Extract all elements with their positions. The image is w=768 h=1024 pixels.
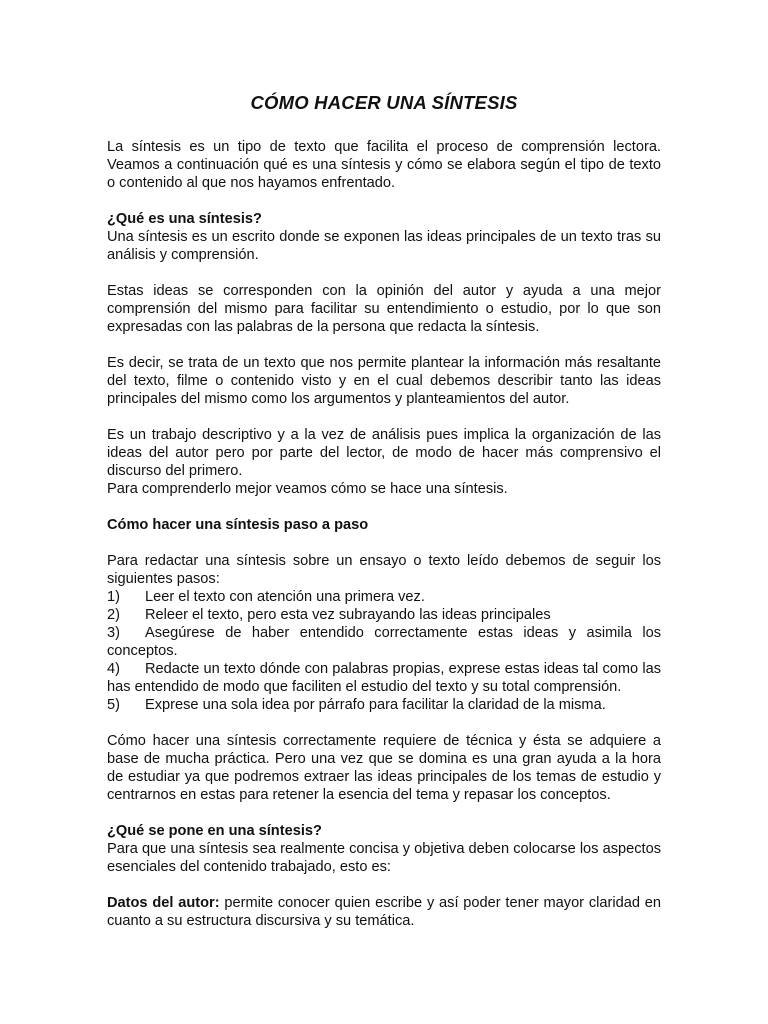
section-heading-step-by-step: Cómo hacer una síntesis paso a paso — [107, 517, 369, 533]
step-item — [107, 696, 661, 714]
step-number: 3) — [107, 625, 120, 641]
paragraph-definition: Una síntesis es un escrito donde se exponen las ideas principales de un texto tras su análisis y comprensión. — [107, 229, 661, 263]
step-number: 4) — [107, 661, 120, 677]
step-text: Asegúrese de haber entendido correctamente estas ideas y asimila los conceptos. — [107, 625, 661, 659]
paragraph-ideas: Estas ideas se corresponden con la opinión del autor y ayuda a una mejor comprensión del mismo para facilitar su entendimiento o estudio, por lo que son expresadas con las palabras de la persona que redacta la síntesis. — [107, 283, 661, 335]
step-item — [107, 588, 661, 606]
step-number: 1) — [107, 589, 120, 605]
document-body — [107, 138, 661, 930]
paragraph-descriptive: Es un trabajo descriptivo y a la vez de análisis pues implica la organización de las ideas del autor pero por parte del lector, de modo de hacer más comprensivo el discurso del primero. — [107, 427, 661, 479]
step-item — [107, 660, 661, 696]
step-number: 5) — [107, 697, 120, 713]
intro-paragraph: La síntesis es un tipo de texto que facilita el proceso de comprensión lectora. Veamos a continuación qué es una síntesis y cómo se elabora según el tipo de texto o contenido al que nos hayamos enfrentado. — [107, 139, 661, 191]
paragraph-lead-in: Para comprenderlo mejor veamos cómo se hace una síntesis. — [107, 481, 508, 497]
section-heading-what-goes: ¿Qué se pone en una síntesis? — [107, 823, 322, 839]
paragraph-practice: Cómo hacer una síntesis correctamente requiere de técnica y ésta se adquiere a base de mucha práctica. Pero una vez que se domina es una gran ayuda a la hora de estudiar ya que podremos extraer las ideas principales de los temas de estudio y centrarnos en estas para retener la esencia del tema y repasar los conceptos. — [107, 733, 661, 803]
step-text: Leer el texto con atención una primera vez. — [145, 589, 425, 605]
step-text: Exprese una sola idea por párrafo para facilitar la claridad de la misma. — [145, 697, 606, 713]
section-heading-what-is: ¿Qué es una síntesis? — [107, 211, 262, 227]
step-item — [107, 624, 661, 660]
author-data-label: Datos del autor: — [107, 895, 220, 911]
document-title: CÓMO HACER UNA SÍNTESIS — [250, 92, 518, 113]
paragraph-es-decir: Es decir, se trata de un texto que nos permite plantear la información más resaltante del texto, filme o contenido visto y en el cual debemos describir tanto las ideas principales del mismo como los argumentos y planteamientos del autor. — [107, 355, 661, 407]
paragraph-steps-intro: Para redactar una síntesis sobre un ensayo o texto leído debemos de seguir los siguientes pasos: — [107, 553, 661, 587]
paragraph-author-data — [107, 894, 661, 930]
step-text: Redacte un texto dónde con palabras propias, exprese estas ideas tal como las has entendido de modo que faciliten el estudio del texto y su total comprensión. — [107, 661, 661, 695]
step-text: Releer el texto, pero esta vez subrayando las ideas principales — [145, 607, 551, 623]
paragraph-aspects: Para que una síntesis sea realmente concisa y objetiva deben colocarse los aspectos esenciales del contenido trabajado, esto es: — [107, 841, 661, 875]
author-data-text: permite conocer quien escribe y así poder tener mayor claridad en cuanto a su estructura discursiva y su temática. — [107, 895, 661, 929]
step-item — [107, 606, 661, 624]
step-number: 2) — [107, 607, 120, 623]
